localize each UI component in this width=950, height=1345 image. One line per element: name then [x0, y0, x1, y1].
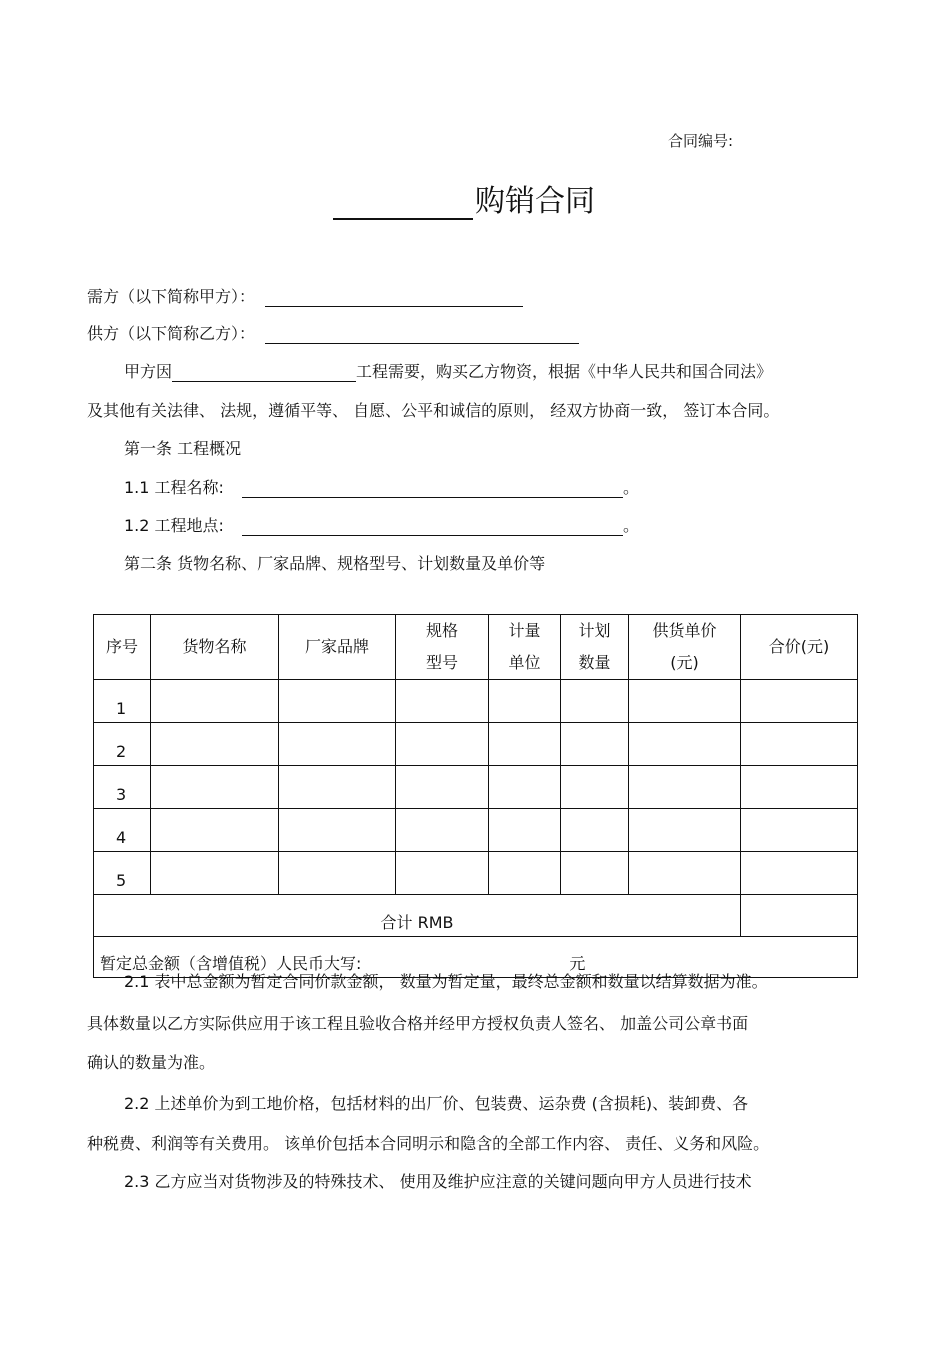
header-total: 合价(元)	[741, 615, 858, 680]
header-price-l1: 供货单价	[652, 621, 717, 640]
goods-table	[93, 614, 858, 978]
sum-value-cell[interactable]	[741, 895, 858, 937]
cell-price[interactable]	[629, 723, 741, 766]
table-row	[94, 766, 858, 809]
table-header-row	[94, 615, 858, 680]
intro-line-2: 及其他有关法律、 法规，遵循平等、 自愿、公平和诚信的原则， 经双方协商一致， 签订本合同。	[87, 401, 780, 420]
cell-spec[interactable]	[396, 809, 489, 852]
cell-qty[interactable]	[561, 723, 629, 766]
cell-total[interactable]	[741, 766, 858, 809]
article2-heading: 第二条 货物名称、厂家品牌、规格型号、计划数量及单价等	[124, 554, 546, 573]
end-mark: 。	[622, 478, 639, 497]
header-qty-l1: 计划	[578, 621, 611, 640]
clause-2-1-line-2: 具体数量以乙方实际供应用于该工程且验收合格并经甲方授权负责人签名、 加盖公司公章书面	[87, 1014, 749, 1033]
header-unit	[489, 615, 561, 680]
project-location-line	[124, 513, 639, 536]
cell-total[interactable]	[741, 723, 858, 766]
cell-price[interactable]	[629, 766, 741, 809]
party-a-blank[interactable]	[265, 288, 523, 307]
cell-qty[interactable]	[561, 809, 629, 852]
amount-label: 暂定总金额（含增值税）人民币大写:	[100, 954, 362, 973]
clause-2-1-line-3: 确认的数量为准。	[87, 1053, 216, 1072]
project-name-label: 1.1 工程名称:	[124, 478, 224, 497]
header-spec	[396, 615, 489, 680]
cell-qty[interactable]	[561, 766, 629, 809]
sum-row	[94, 895, 858, 937]
party-a-label: 需方（以下简称甲方）：	[87, 287, 256, 306]
cell-price[interactable]	[629, 809, 741, 852]
intro-part2: 工程需要，购买乙方物资，根据《中华人民共和国合同法》	[356, 362, 773, 381]
header-seq: 序号	[94, 615, 151, 680]
contract-title	[333, 176, 595, 220]
sum-label: 合计 RMB	[94, 895, 741, 937]
table-row	[94, 852, 858, 895]
cell-spec[interactable]	[396, 766, 489, 809]
header-price-l2: (元)	[670, 653, 699, 672]
party-b-label: 供方（以下简称乙方）：	[87, 324, 256, 343]
cell-price[interactable]	[629, 852, 741, 895]
header-qty-l2: 数量	[578, 653, 611, 672]
cell-unit[interactable]	[489, 723, 561, 766]
cell-total[interactable]	[741, 852, 858, 895]
cell-brand[interactable]	[279, 852, 396, 895]
table-row	[94, 680, 858, 723]
end-mark: 。	[622, 516, 639, 535]
cell-goods-name[interactable]	[151, 723, 279, 766]
table-row	[94, 809, 858, 852]
header-spec-l2: 型号	[425, 653, 458, 672]
header-spec-l1: 规格	[425, 621, 458, 640]
row-seq: 2	[94, 723, 151, 766]
table-row	[94, 723, 858, 766]
title-text: 购销合同	[475, 184, 595, 219]
cell-unit[interactable]	[489, 809, 561, 852]
cell-spec[interactable]	[396, 852, 489, 895]
clause-2-2-line-1: 2.2 上述单价为到工地价格，包括材料的出厂价、包装费、运杂费 (含损耗)、装卸费、各	[124, 1094, 749, 1113]
project-cause-blank[interactable]	[172, 363, 356, 382]
cell-unit[interactable]	[489, 680, 561, 723]
party-b-line	[87, 321, 579, 344]
row-seq: 3	[94, 766, 151, 809]
cell-unit[interactable]	[489, 766, 561, 809]
party-a-line	[87, 284, 523, 307]
clause-2-1-line-1: 2.1 表中总金额为暂定合同价款金额， 数量为暂定量，最终总金额和数量以结算数据为准。	[124, 972, 768, 991]
cell-unit[interactable]	[489, 852, 561, 895]
cell-spec[interactable]	[396, 723, 489, 766]
header-goods-name: 货物名称	[151, 615, 279, 680]
contract-number-label: 合同编号:	[668, 132, 734, 150]
intro-line-1	[124, 359, 772, 382]
project-location-field[interactable]	[242, 517, 623, 536]
project-name-field[interactable]	[242, 479, 623, 498]
clause-2-3-line-1: 2.3 乙方应当对货物涉及的特殊技术、 使用及维护应注意的关键问题向甲方人员进行技术	[124, 1172, 752, 1191]
cell-spec[interactable]	[396, 680, 489, 723]
cell-total[interactable]	[741, 809, 858, 852]
cell-goods-name[interactable]	[151, 852, 279, 895]
article1-heading: 第一条 工程概况	[124, 439, 242, 458]
cell-goods-name[interactable]	[151, 680, 279, 723]
cell-qty[interactable]	[561, 680, 629, 723]
cell-goods-name[interactable]	[151, 766, 279, 809]
header-brand: 厂家品牌	[279, 615, 396, 680]
project-name-line	[124, 475, 639, 498]
row-seq: 5	[94, 852, 151, 895]
header-unit-l1: 计量	[508, 621, 541, 640]
row-seq: 4	[94, 809, 151, 852]
row-seq: 1	[94, 680, 151, 723]
project-location-label: 1.2 工程地点:	[124, 516, 224, 535]
cell-price[interactable]	[629, 680, 741, 723]
project-name-blank[interactable]	[333, 186, 473, 220]
intro-part1: 甲方因	[124, 362, 173, 381]
cell-total[interactable]	[741, 680, 858, 723]
cell-brand[interactable]	[279, 680, 396, 723]
cell-brand[interactable]	[279, 766, 396, 809]
cell-brand[interactable]	[279, 809, 396, 852]
header-unit-l2: 单位	[508, 653, 541, 672]
cell-qty[interactable]	[561, 852, 629, 895]
header-price	[629, 615, 741, 680]
header-qty	[561, 615, 629, 680]
party-b-blank[interactable]	[265, 325, 579, 344]
cell-brand[interactable]	[279, 723, 396, 766]
cell-goods-name[interactable]	[151, 809, 279, 852]
amount-unit: 元	[569, 954, 586, 973]
clause-2-2-line-2: 种税费、利润等有关费用。 该单价包括本合同明示和隐含的全部工作内容、 责任、义务和风险。	[87, 1134, 770, 1153]
